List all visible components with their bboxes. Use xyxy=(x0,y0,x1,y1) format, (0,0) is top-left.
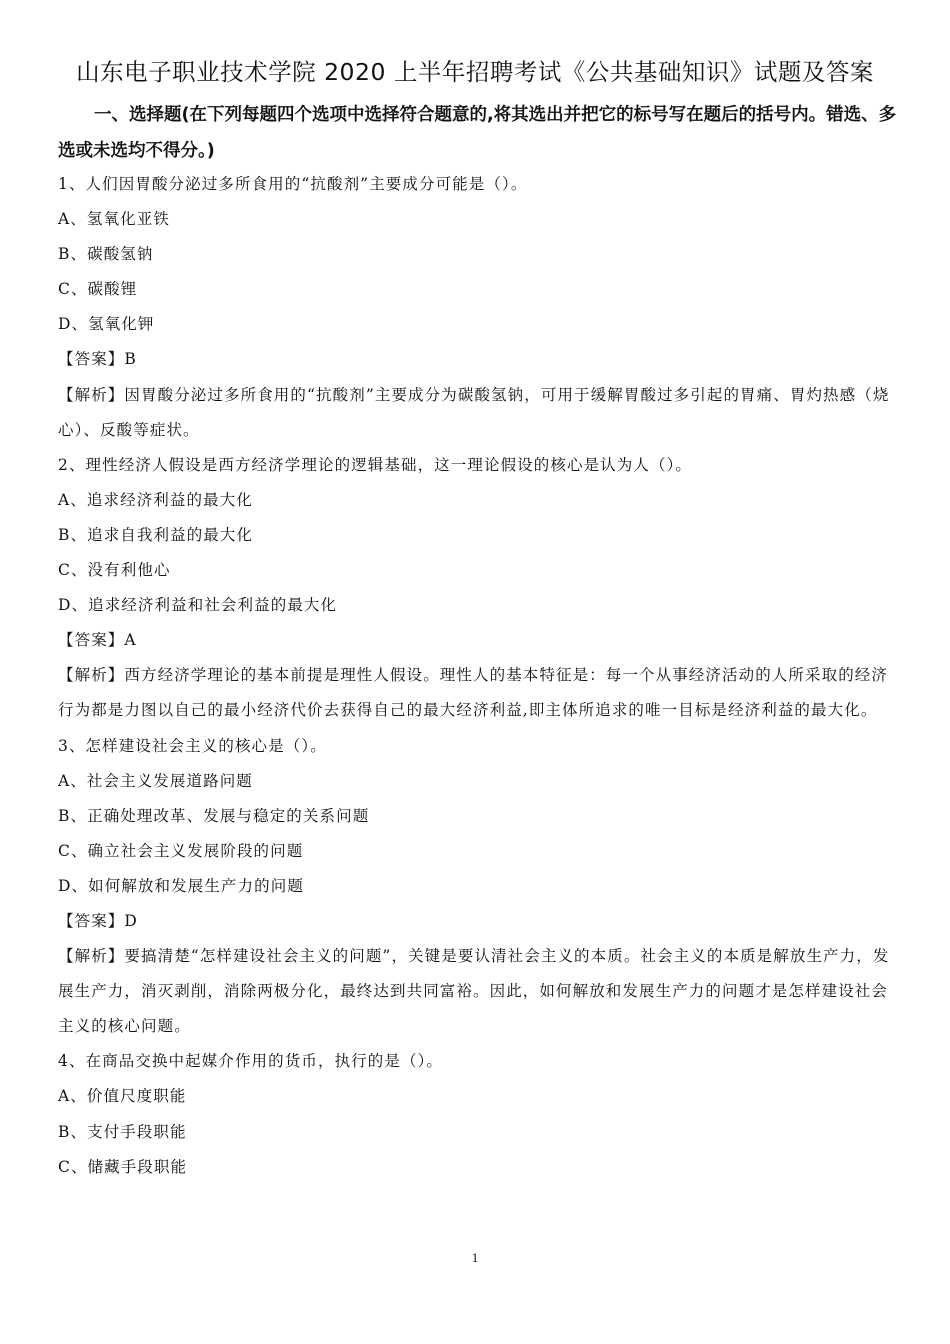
answer-option: B、支付手段职能 xyxy=(58,1122,187,1141)
answer-option: C、确立社会主义发展阶段的问题 xyxy=(58,841,304,860)
document-title: 山东电子职业技术学院 2020 上半年招聘考试《公共基础知识》试题及答案 xyxy=(76,58,874,86)
question-list xyxy=(58,167,894,1185)
section-heading: 一、选择题(在下列每题四个选项中选择符合题意的,将其选出并把它的标号写在题后的括号内。错选、多选或未选均不得分。) xyxy=(58,105,897,161)
explanation-text: 【解析】要搞清楚“怎样建设社会主义的问题”，关键是要认清社会主义的本质。社会主义的本质是解放生产力，发展生产力，消灭剥削，消除两极分化，最终达到共同富裕。因此，如何解放和发展生产力的问题才是怎样建设社会主义的核心问题。 xyxy=(58,947,890,1036)
answer-option: B、碳酸氢钠 xyxy=(58,245,154,264)
answer-option: A、社会主义发展道路问题 xyxy=(58,771,253,790)
answer-key: 【答案】D xyxy=(58,911,138,930)
answer-key: 【答案】A xyxy=(58,631,137,650)
explanation-text: 【解析】因胃酸分泌过多所食用的“抗酸剂”主要成分为碳酸氢钠，可用于缓解胃酸过多引起的胃痛、胃灼热感（烧心）、反酸等症状。 xyxy=(58,385,890,439)
answer-option: C、没有利他心 xyxy=(58,561,171,580)
answer-option: A、氢氧化亚铁 xyxy=(58,210,170,229)
answer-option: D、如何解放和发展生产力的问题 xyxy=(58,876,304,895)
answer-option: D、氢氧化钾 xyxy=(58,315,155,334)
page-number: 1 xyxy=(471,1250,479,1265)
question-text: 2、理性经济人假设是西方经济学理论的逻辑基础，这一理论假设的核心是认为人（）。 xyxy=(58,455,693,474)
answer-option: A、追求经济利益的最大化 xyxy=(58,490,253,509)
answer-option: C、碳酸锂 xyxy=(58,280,138,299)
answer-option: A、价值尺度职能 xyxy=(58,1087,187,1106)
question-text: 1、人们因胃酸分泌过多所食用的“抗酸剂”主要成分可能是（）。 xyxy=(58,175,528,193)
answer-option: D、追求经济利益和社会利益的最大化 xyxy=(58,596,338,615)
answer-option: C、储藏手段职能 xyxy=(58,1157,188,1176)
answer-option: B、追求自我利益的最大化 xyxy=(58,525,254,544)
answer-key: 【答案】B xyxy=(58,350,137,369)
question-text: 4、在商品交换中起媒介作用的货币，执行的是（）。 xyxy=(58,1052,444,1071)
question-text: 3、怎样建设社会主义的核心是（）。 xyxy=(58,736,327,755)
explanation-text: 【解析】西方经济学理论的基本前提是理性人假设。理性人的基本特征是：每一个从事经济活动的人所采取的经济行为都是力图以自己的最小经济代价去获得自己的最大经济利益,即主体所追求的唯一目标是经济利益的最大化。 xyxy=(58,666,889,720)
answer-option: B、正确处理改革、发展与稳定的关系问题 xyxy=(58,806,370,825)
